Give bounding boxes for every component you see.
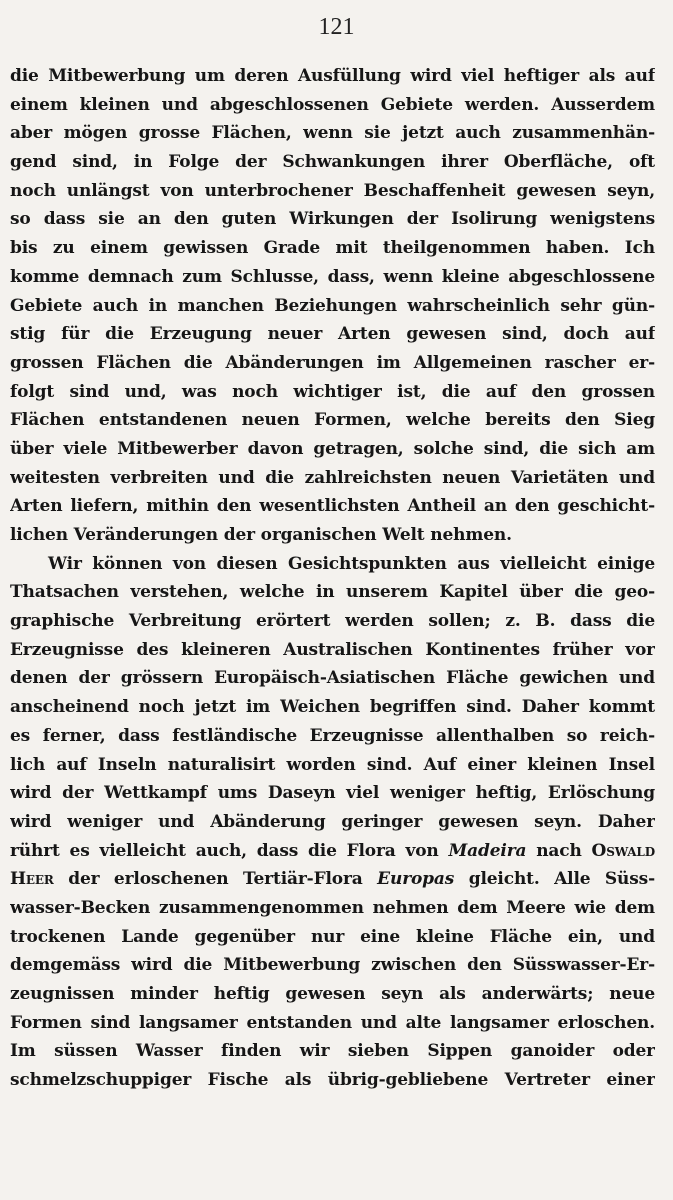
text-line: stig für die Erzeugung neuer Arten gewesen sind, doch auf [10,324,655,345]
text-segment: der erloschenen Tertiär-Flora [68,869,363,890]
author-name: Oswald [591,840,655,861]
text-line: die Mitbewerbung um deren Ausfüllung wird viel heftiger als auf [10,66,655,86]
text-line: komme demnach zum Schlusse, dass, wenn kleine abgeschlossene [10,266,655,287]
text-line: graphische Verbreitung erörtert werden sollen; z. B. dass die [10,611,655,632]
text-line: so dass sie an den guten Wirkungen der Isolirung wenigstens [10,209,655,230]
text-line-mixed [10,865,655,894]
text-line: demgemäss wird die Mitbewerbung zwischen den Süsswasser-Er- [10,955,655,976]
text-segment: nach [536,840,582,861]
text-line: trockenen Lande gegenüber nur eine kleine Fläche ein, und [10,926,655,947]
text-line: schmelzschuppiger Fische als übrig-gebliebene Vertreter einer [10,1070,655,1091]
text-segment: rührt es vielleicht auch, dass die Flora von [10,840,439,861]
paragraph-start-line: Wir können von diesen Gesichtspunkten aus vielleicht einige [48,553,655,574]
text-line: grossen Flächen die Abänderungen im Allgemeinen rascher er- [10,352,655,373]
italic-term: Europas [377,869,455,890]
text-line: Formen sind langsamer entstanden und alte langsamer erloschen. [10,1012,655,1033]
text-line: wird der Wettkampf ums Daseyn viel weniger heftig, Erlöschung [10,783,655,804]
text-line: gend sind, in Folge der Schwankungen ihrer Oberfläche, oft [10,152,655,173]
text-line: wasser-Becken zusammengenommen nehmen dem Meere wie dem [10,897,655,918]
body-text [10,62,655,1095]
text-line: einem kleinen und abgeschlossenen Gebiete werden. Ausserdem [10,94,655,115]
text-line: Flächen entstandenen neuen Formen, welche bereits den Sieg [10,410,655,431]
text-line: aber mögen grosse Flächen, wenn sie jetzt auch zusammenhän- [10,123,655,144]
text-line: Im süssen Wasser finden wir sieben Sippen ganoider oder [10,1041,655,1062]
text-line: weitesten verbreiten und die zahlreichsten neuen Varietäten und [10,467,655,488]
text-line: Erzeugnisse des kleineren Australischen Kontinentes früher vor [10,639,655,660]
text-line: folgt sind und, was noch wichtiger ist, die auf den grossen [10,381,655,402]
text-line: zeugnissen minder heftig gewesen seyn als anderwärts; neue [10,984,655,1004]
author-name: Heer [10,869,54,890]
italic-term: Madeira [448,840,527,861]
text-line: Thatsachen verstehen, welche in unserem Kapitel über die geo- [10,582,655,603]
text-line-mixed [10,837,655,866]
text-line: es ferner, dass festländische Erzeugnisse allenthalben so reich- [10,725,655,746]
text-line: bis zu einem gewissen Grade mit theilgenommen haben. Ich [10,238,655,259]
text-line: lich auf Inseln naturalisirt worden sind. Auf einer kleinen Insel [10,754,655,775]
text-segment: gleicht. Alle Süss- [468,869,655,890]
text-line: Arten liefern, mithin den wesentlichsten Antheil an den geschicht- [10,496,655,517]
text-line: wird weniger und Abänderung geringer gewesen seyn. Daher [10,811,655,832]
page-number: 121 [318,14,355,40]
text-line: über viele Mitbewerber davon getragen, solche sind, die sich am [10,438,655,459]
text-line: denen der grössern Europäisch-Asiatischen Fläche gewichen und [10,668,655,689]
text-line: Gebiete auch in manchen Beziehungen wahrscheinlich sehr gün- [10,295,655,316]
text-line: noch unlängst von unterbrochener Beschaffenheit gewesen seyn, [10,180,655,201]
text-line: anscheinend noch jetzt im Weichen begriffen sind. Daher kommt [10,697,655,718]
paragraph-end-line: lichen Veränderungen der organischen Welt nehmen. [10,525,512,545]
